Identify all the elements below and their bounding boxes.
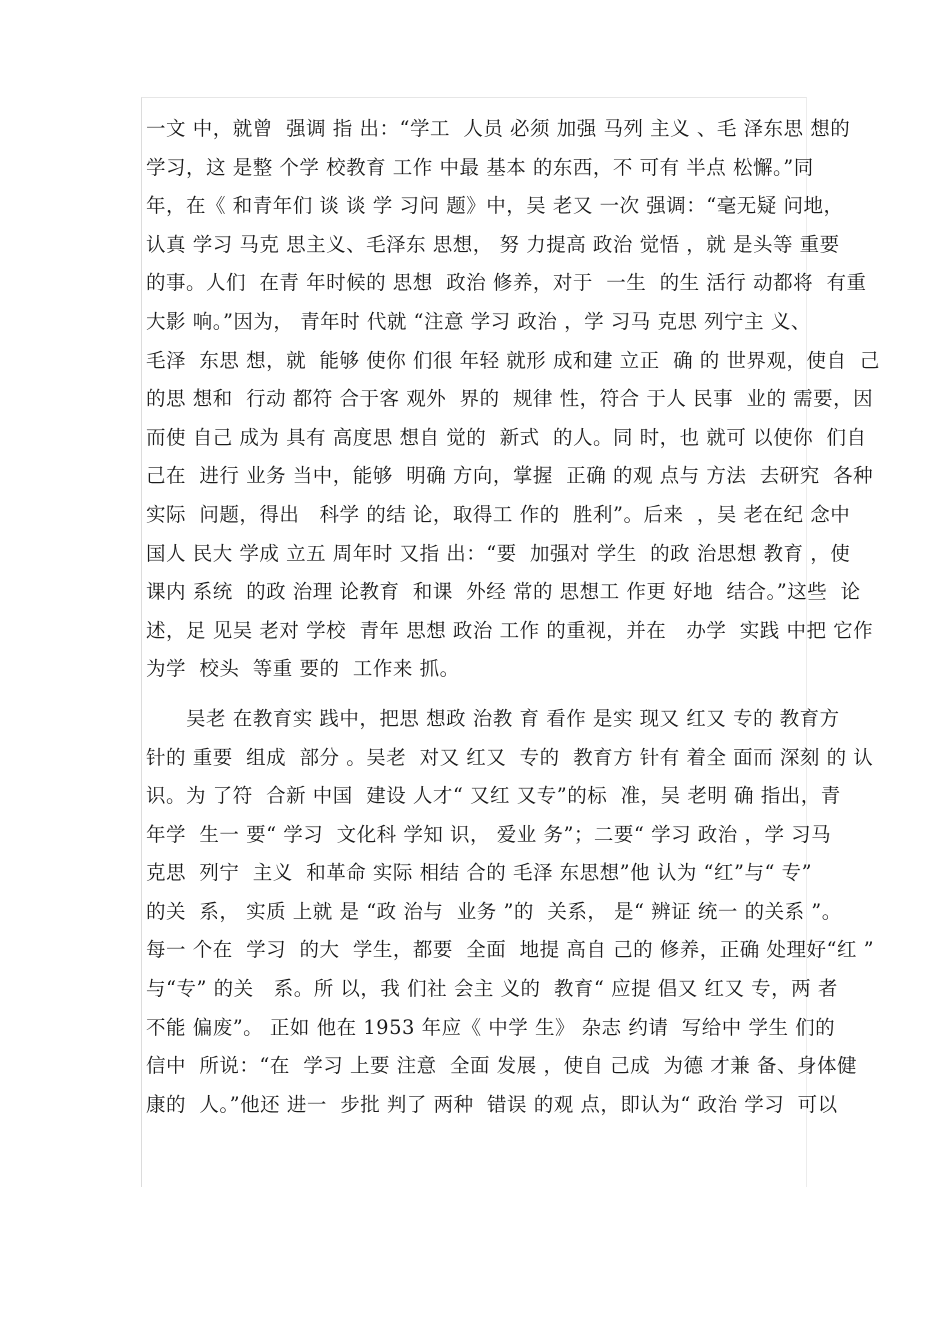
text-line: 年，在《 和青年们 谈 谈 学 习问 题》中，吴 老又 一次 强调：“毫无疑 问地， bbox=[146, 194, 844, 218]
text-line: 康的 人。”他还 进一 步批 判了 两种 错误 的观 点，即认为“ 政治 学习 可以 bbox=[146, 1092, 838, 1116]
text-line: 而使 自己 成为 具有 高度思 想自 觉的 新式 的人。同 时，也 就可 以使你 们自 bbox=[146, 425, 867, 449]
text-line: 实际 问题，得出 科学 的结 论，取得工 作的 胜利”。后来 ，吴 老在纪 念中 bbox=[146, 502, 851, 526]
body-text bbox=[146, 110, 880, 1124]
paragraph-1 bbox=[146, 110, 880, 689]
text-line: 每一 个在 学习 的大 学生，都要 全面 地提 高自 己的 修养，正确 处理好“红 ” bbox=[146, 938, 875, 962]
text-line: 一文 中，就曾 强调 指 出：“学工 人员 必须 加强 马列 主义 、毛 泽东思 想的 bbox=[146, 117, 851, 140]
text-line: 述，足 见吴 老对 学校 青年 思想 政治 工作 的重视，并在 办学 实践 中把 它作 bbox=[146, 618, 874, 642]
text-line: 的事。人们 在青 年时候的 思想 政治 修养，对于 一生 的生 活行 动都将 有重 bbox=[146, 271, 867, 295]
text-line: 与“专” 的关 系。所 以，我 们社 会主 义的 教育“ 应提 倡又 红又 专，两 者 bbox=[146, 977, 838, 1001]
text-line: 课内 系统 的政 治理 论教育 和课 外经 常的 思想工 作更 好地 结合。”这些 论 bbox=[146, 580, 861, 604]
text-line: 信中 所说：“在 学习 上要 注意 全面 发展 ，使自 己成 为德 才兼 备、身体健 bbox=[146, 1054, 857, 1078]
text-line: 吴老 在教育实 践中，把思 想政 治教 育 看作 是实 现又 红又 专的 教育方 bbox=[186, 706, 840, 730]
text-line: 为学 校头 等重 要的 工作来 抓。 bbox=[146, 657, 460, 681]
text-line: 克思 列宁 主义 和革命 实际 相结 合的 毛泽 东思想”他 认为 “红”与“ 专” bbox=[146, 861, 813, 885]
text-line: 的思 想和 行动 都符 合于客 观外 界的 规律 性，符合 于人 民事 业的 需要，因 bbox=[146, 387, 874, 411]
text-line: 己在 进行 业务 当中，能够 明确 方向，掌握 正确 的观 点与 方法 去研究 各种 bbox=[146, 464, 874, 488]
text-line: 识。为 了符 合新 中国 建设 人才“ 又红 又专”的标 准，吴 老明 确 指出，青 bbox=[146, 784, 841, 808]
text-line: 认真 学习 马克 思主义、毛泽东 思想， 努 力提高 政治 觉悟 ，就 是头等 重要 bbox=[146, 232, 840, 256]
paragraph-2 bbox=[146, 700, 875, 1125]
text-line: 毛泽 东思 想，就 能够 使你 们很 年轻 就形 成和建 立正 确 的 世界观，使自 己 bbox=[146, 348, 880, 372]
text-line: 的关 系， 实质 上就 是 “政 治与 业务 ”的 关系， 是“ 辨证 统一 的关系 ”。 bbox=[146, 899, 842, 923]
text-line: 学习，这 是整 个学 校教育 工作 中最 基本 的东西，不 可有 半点 松懈。”同 bbox=[146, 155, 814, 179]
text-line: 不能 偏废”。 正如 他在 1953 年应《 中学 生》 杂志 约请 写给中 学生 们的 bbox=[146, 1015, 836, 1039]
text-line: 年学 生一 要“ 学习 文化科 学知 识， 爱业 务”；二要“ 学习 政治 ，学 习马 bbox=[146, 822, 832, 846]
text-line: 国人 民大 学成 立五 周年时 又指 出：“要 加强对 学生 的政 治思想 教育 ，使 bbox=[146, 541, 851, 565]
text-line: 针的 重要 组成 部分 。吴老 对又 红又 专的 教育方 针有 着全 面而 深刻 的 认 bbox=[146, 745, 874, 769]
text-line: 大影 响。”因为， 青年时 代就 “注意 学习 政治 ，学 习马 克思 列宁主 义、 bbox=[146, 309, 811, 333]
paragraph-spacing bbox=[146, 689, 806, 700]
